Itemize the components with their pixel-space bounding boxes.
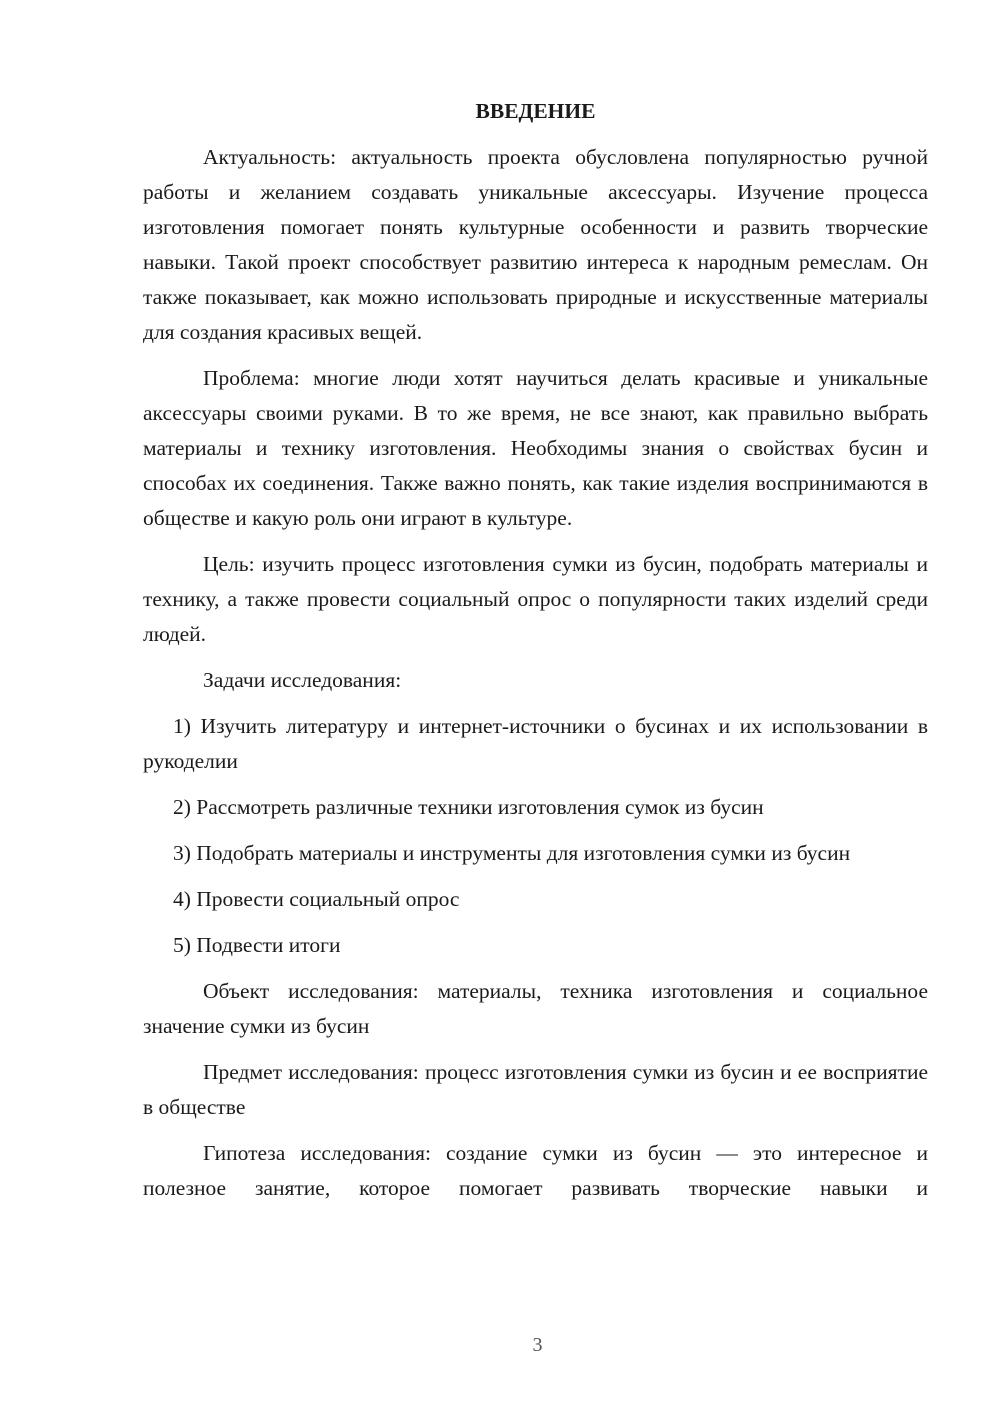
task-item-1: 1) Изучить литературу и интернет-источники о бусинах и их использовании в рукоделии xyxy=(143,714,928,773)
object-paragraph: Объект исследования: материалы, техника изготовления и социальное значение сумки из бусин xyxy=(143,979,928,1038)
relevance-paragraph: Актуальность: актуальность проекта обусловлена популярностью ручной работы и желанием создавать уникальные аксессуары. Изучение процесса изготовления помогает понять культурные особенности и развить творческие навыки. Такой проект способствует развитию интереса к народным ремеслам. Он также показывает, как можно использовать природные и искусственные материалы для создания красивых вещей. xyxy=(143,145,928,344)
tasks-heading: Задачи исследования: xyxy=(203,668,402,692)
subject-paragraph: Предмет исследования: процесс изготовления сумки из бусин и ее восприятие в обществе xyxy=(143,1060,928,1119)
hypothesis-paragraph: Гипотеза исследования: создание сумки из бусин — это интересное и полезное занятие, которое помогает развивать творческие навыки и xyxy=(143,1141,928,1200)
task-item-4: 4) Провести социальный опрос xyxy=(173,887,460,911)
task-item-5: 5) Подвести итоги xyxy=(173,933,341,957)
section-title: ВВЕДЕНИЕ xyxy=(475,99,596,123)
task-item-2: 2) Рассмотреть различные техники изготовления сумок из бусин xyxy=(173,795,764,819)
document-page xyxy=(143,96,928,1217)
problem-paragraph: Проблема: многие люди хотят научиться делать красивые и уникальные аксессуары своими руками. В то же время, не все знают, как правильно выбрать материалы и технику изготовления. Необходимы знания о свойствах бусин и способах их соединения. Также важно понять, как такие изделия воспринимаются в обществе и какую роль они играют в культуре. xyxy=(143,366,928,530)
goal-paragraph: Цель: изучить процесс изготовления сумки из бусин, подобрать материалы и технику, а также провести социальный опрос о популярности таких изделий среди людей. xyxy=(143,552,928,646)
task-item-3: 3) Подобрать материалы и инструменты для изготовления сумки из бусин xyxy=(173,841,851,865)
page-number: 3 xyxy=(532,1334,543,1356)
